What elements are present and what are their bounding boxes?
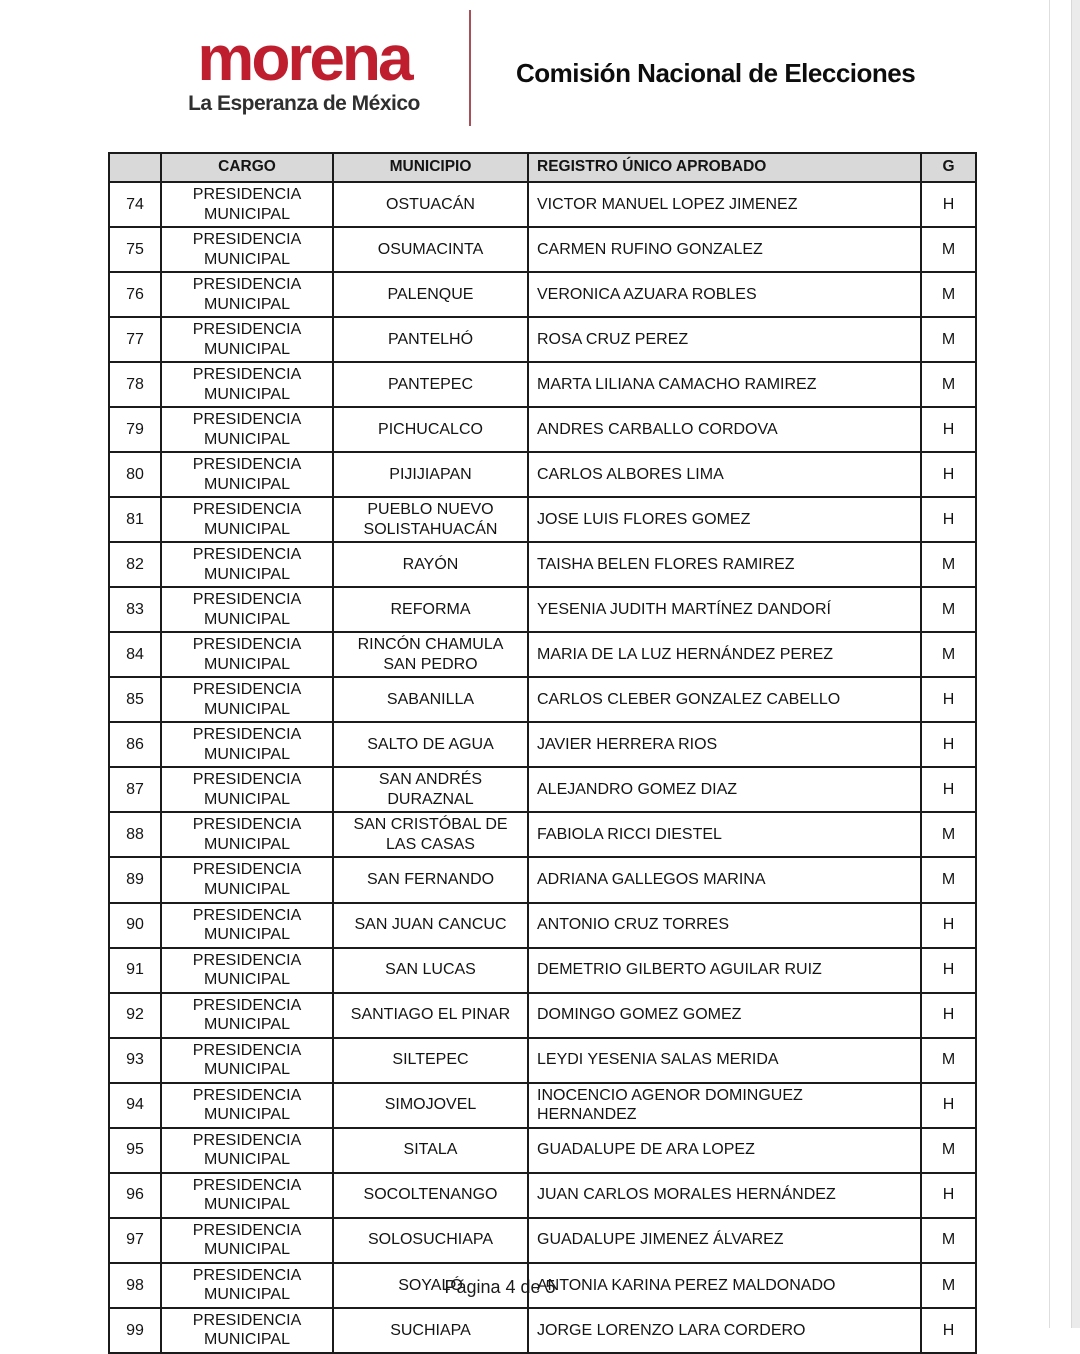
cell-cargo: PRESIDENCIA MUNICIPAL: [161, 1263, 333, 1308]
cell-num: 79: [109, 407, 161, 452]
cell-registro: GUADALUPE JIMENEZ ÁLVAREZ: [528, 1218, 921, 1263]
cell-genero: M: [921, 857, 976, 902]
cell-municipio: OSTUACÁN: [333, 182, 528, 227]
cell-genero: M: [921, 587, 976, 632]
cell-municipio: SOCOLTENANGO: [333, 1173, 528, 1218]
table-row: [109, 1038, 976, 1083]
cell-municipio: PALENQUE: [333, 272, 528, 317]
cell-genero: H: [921, 1083, 976, 1128]
cell-registro: ANDRES CARBALLO CORDOVA: [528, 407, 921, 452]
column-header-municipio: MUNICIPIO: [333, 153, 528, 182]
cell-registro: YESENIA JUDITH MARTÍNEZ DANDORÍ: [528, 587, 921, 632]
table-row: [109, 903, 976, 948]
table-row: [109, 677, 976, 722]
cell-registro: FABIOLA RICCI DIESTEL: [528, 812, 921, 857]
table-row: [109, 542, 976, 587]
cell-genero: M: [921, 812, 976, 857]
table-row: [109, 272, 976, 317]
cell-genero: M: [921, 362, 976, 407]
page-edge-line: [1049, 0, 1050, 1328]
cell-municipio: SAN LUCAS: [333, 948, 528, 993]
cell-cargo: PRESIDENCIA MUNICIPAL: [161, 632, 333, 677]
cell-num: 99: [109, 1308, 161, 1353]
cell-registro: JAVIER HERRERA RIOS: [528, 722, 921, 767]
cell-cargo: PRESIDENCIA MUNICIPAL: [161, 227, 333, 272]
cell-genero: M: [921, 272, 976, 317]
cell-num: 88: [109, 812, 161, 857]
cell-cargo: PRESIDENCIA MUNICIPAL: [161, 497, 333, 542]
cell-registro: DEMETRIO GILBERTO AGUILAR RUIZ: [528, 948, 921, 993]
cell-genero: H: [921, 1308, 976, 1353]
cell-municipio: SIMOJOVEL: [333, 1083, 528, 1128]
cell-municipio: PANTEPEC: [333, 362, 528, 407]
cell-municipio: SOYALÓ: [333, 1263, 528, 1308]
table-row: [109, 587, 976, 632]
cell-num: 81: [109, 497, 161, 542]
cell-genero: H: [921, 767, 976, 812]
cell-cargo: PRESIDENCIA MUNICIPAL: [161, 272, 333, 317]
table-row: [109, 407, 976, 452]
cell-num: 78: [109, 362, 161, 407]
cell-cargo: PRESIDENCIA MUNICIPAL: [161, 948, 333, 993]
cell-num: 97: [109, 1218, 161, 1263]
table-row: [109, 1083, 976, 1128]
cell-num: 76: [109, 272, 161, 317]
cell-registro: ANTONIO CRUZ TORRES: [528, 903, 921, 948]
table-row: [109, 452, 976, 497]
table-row: [109, 1308, 976, 1353]
cell-registro: JOSE LUIS FLORES GOMEZ: [528, 497, 921, 542]
table-row: [109, 948, 976, 993]
cell-municipio: SAN JUAN CANCUC: [333, 903, 528, 948]
cell-genero: H: [921, 993, 976, 1038]
cell-cargo: PRESIDENCIA MUNICIPAL: [161, 1308, 333, 1353]
table-row: [109, 812, 976, 857]
cell-genero: M: [921, 1038, 976, 1083]
page-edge-strip: [1071, 0, 1080, 1328]
cell-num: 85: [109, 677, 161, 722]
cell-registro: CARMEN RUFINO GONZALEZ: [528, 227, 921, 272]
cell-municipio: PIJIJIAPAN: [333, 452, 528, 497]
morena-logo-wordmark: morena: [197, 22, 411, 94]
cell-registro: ADRIANA GALLEGOS MARINA: [528, 857, 921, 902]
cell-registro: ROSA CRUZ PEREZ: [528, 317, 921, 362]
table-row: [109, 317, 976, 362]
cell-municipio: SILTEPEC: [333, 1038, 528, 1083]
cell-municipio: RAYÓN: [333, 542, 528, 587]
cell-cargo: PRESIDENCIA MUNICIPAL: [161, 1128, 333, 1173]
cell-genero: M: [921, 542, 976, 587]
cell-genero: H: [921, 1173, 976, 1218]
cell-cargo: PRESIDENCIA MUNICIPAL: [161, 542, 333, 587]
cell-genero: M: [921, 632, 976, 677]
cell-registro: ANTONIA KARINA PEREZ MALDONADO: [528, 1263, 921, 1308]
cell-num: 94: [109, 1083, 161, 1128]
cell-cargo: PRESIDENCIA MUNICIPAL: [161, 317, 333, 362]
cell-genero: H: [921, 903, 976, 948]
cell-num: 95: [109, 1128, 161, 1173]
cell-municipio: SAN CRISTÓBAL DE LAS CASAS: [333, 812, 528, 857]
cell-num: 80: [109, 452, 161, 497]
cell-cargo: PRESIDENCIA MUNICIPAL: [161, 1083, 333, 1128]
cell-municipio: PUEBLO NUEVO SOLISTAHUACÁN: [333, 497, 528, 542]
cell-municipio: REFORMA: [333, 587, 528, 632]
cell-num: 90: [109, 903, 161, 948]
cell-genero: H: [921, 948, 976, 993]
cell-genero: M: [921, 227, 976, 272]
cell-genero: M: [921, 1128, 976, 1173]
cell-municipio: SABANILLA: [333, 677, 528, 722]
page-title: Comisión Nacional de Elecciones: [516, 58, 916, 88]
cell-genero: M: [921, 1263, 976, 1308]
cell-municipio: SITALA: [333, 1128, 528, 1173]
cell-registro: JUAN CARLOS MORALES HERNÁNDEZ: [528, 1173, 921, 1218]
cell-cargo: PRESIDENCIA MUNICIPAL: [161, 1038, 333, 1083]
table-row: [109, 993, 976, 1038]
cell-municipio: SANTIAGO EL PINAR: [333, 993, 528, 1038]
cell-cargo: PRESIDENCIA MUNICIPAL: [161, 722, 333, 767]
cell-registro: MARIA DE LA LUZ HERNÁNDEZ PEREZ: [528, 632, 921, 677]
cell-municipio: RINCÓN CHAMULA SAN PEDRO: [333, 632, 528, 677]
column-header-genero: G: [921, 153, 976, 182]
table-row: [109, 362, 976, 407]
cell-num: 82: [109, 542, 161, 587]
cell-num: 98: [109, 1263, 161, 1308]
morena-logo: [178, 22, 430, 116]
cell-cargo: PRESIDENCIA MUNICIPAL: [161, 1173, 333, 1218]
table-row: [109, 722, 976, 767]
cell-genero: M: [921, 1218, 976, 1263]
cell-registro: DOMINGO GOMEZ GOMEZ: [528, 993, 921, 1038]
table-row: [109, 632, 976, 677]
cell-num: 89: [109, 857, 161, 902]
morena-logo-tagline: La Esperanza de México: [188, 92, 420, 116]
cell-cargo: PRESIDENCIA MUNICIPAL: [161, 767, 333, 812]
cell-cargo: PRESIDENCIA MUNICIPAL: [161, 1218, 333, 1263]
column-header-num: [109, 153, 161, 182]
cell-cargo: PRESIDENCIA MUNICIPAL: [161, 182, 333, 227]
cell-cargo: PRESIDENCIA MUNICIPAL: [161, 587, 333, 632]
cell-num: 92: [109, 993, 161, 1038]
cell-cargo: PRESIDENCIA MUNICIPAL: [161, 407, 333, 452]
table-row: [109, 497, 976, 542]
cell-cargo: PRESIDENCIA MUNICIPAL: [161, 452, 333, 497]
table-row: [109, 1128, 976, 1173]
cell-municipio: PANTELHÓ: [333, 317, 528, 362]
table-row: [109, 857, 976, 902]
cell-genero: M: [921, 317, 976, 362]
cell-registro: TAISHA BELEN FLORES RAMIREZ: [528, 542, 921, 587]
cell-genero: H: [921, 407, 976, 452]
cell-num: 74: [109, 182, 161, 227]
cell-num: 93: [109, 1038, 161, 1083]
column-header-registro: REGISTRO ÚNICO APROBADO: [528, 153, 921, 182]
cell-registro: JORGE LORENZO LARA CORDERO: [528, 1308, 921, 1353]
cell-cargo: PRESIDENCIA MUNICIPAL: [161, 362, 333, 407]
cell-municipio: SOLOSUCHIAPA: [333, 1218, 528, 1263]
cell-registro: CARLOS ALBORES LIMA: [528, 452, 921, 497]
cell-municipio: SALTO DE AGUA: [333, 722, 528, 767]
cell-genero: H: [921, 452, 976, 497]
table-row: [109, 1173, 976, 1218]
cell-num: 96: [109, 1173, 161, 1218]
page-number: Página 4 de 5: [444, 1277, 556, 1297]
header-divider-line: [469, 10, 471, 126]
cell-num: 77: [109, 317, 161, 362]
cell-cargo: PRESIDENCIA MUNICIPAL: [161, 993, 333, 1038]
candidates-table: [108, 152, 977, 1354]
table-row: [109, 1218, 976, 1263]
cell-num: 83: [109, 587, 161, 632]
table-row: [109, 182, 976, 227]
cell-num: 84: [109, 632, 161, 677]
cell-cargo: PRESIDENCIA MUNICIPAL: [161, 857, 333, 902]
cell-genero: H: [921, 497, 976, 542]
cell-municipio: SUCHIAPA: [333, 1308, 528, 1353]
cell-municipio: SAN ANDRÉS DURAZNAL: [333, 767, 528, 812]
table-body: [109, 182, 976, 1353]
cell-num: 86: [109, 722, 161, 767]
cell-registro: VERONICA AZUARA ROBLES: [528, 272, 921, 317]
cell-municipio: OSUMACINTA: [333, 227, 528, 272]
cell-num: 87: [109, 767, 161, 812]
cell-registro: INOCENCIO AGENOR DOMINGUEZ HERNANDEZ: [528, 1083, 921, 1128]
cell-registro: CARLOS CLEBER GONZALEZ CABELLO: [528, 677, 921, 722]
table-row: [109, 227, 976, 272]
cell-registro: GUADALUPE DE ARA LOPEZ: [528, 1128, 921, 1173]
cell-genero: H: [921, 677, 976, 722]
cell-genero: H: [921, 722, 976, 767]
cell-genero: H: [921, 182, 976, 227]
cell-num: 91: [109, 948, 161, 993]
cell-registro: MARTA LILIANA CAMACHO RAMIREZ: [528, 362, 921, 407]
table-header-row: [109, 153, 976, 182]
cell-municipio: SAN FERNANDO: [333, 857, 528, 902]
cell-registro: ALEJANDRO GOMEZ DIAZ: [528, 767, 921, 812]
cell-registro: VICTOR MANUEL LOPEZ JIMENEZ: [528, 182, 921, 227]
cell-cargo: PRESIDENCIA MUNICIPAL: [161, 677, 333, 722]
cell-registro: LEYDI YESENIA SALAS MERIDA: [528, 1038, 921, 1083]
cell-municipio: PICHUCALCO: [333, 407, 528, 452]
cell-cargo: PRESIDENCIA MUNICIPAL: [161, 812, 333, 857]
cell-cargo: PRESIDENCIA MUNICIPAL: [161, 903, 333, 948]
table-row: [109, 767, 976, 812]
column-header-cargo: CARGO: [161, 153, 333, 182]
cell-num: 75: [109, 227, 161, 272]
